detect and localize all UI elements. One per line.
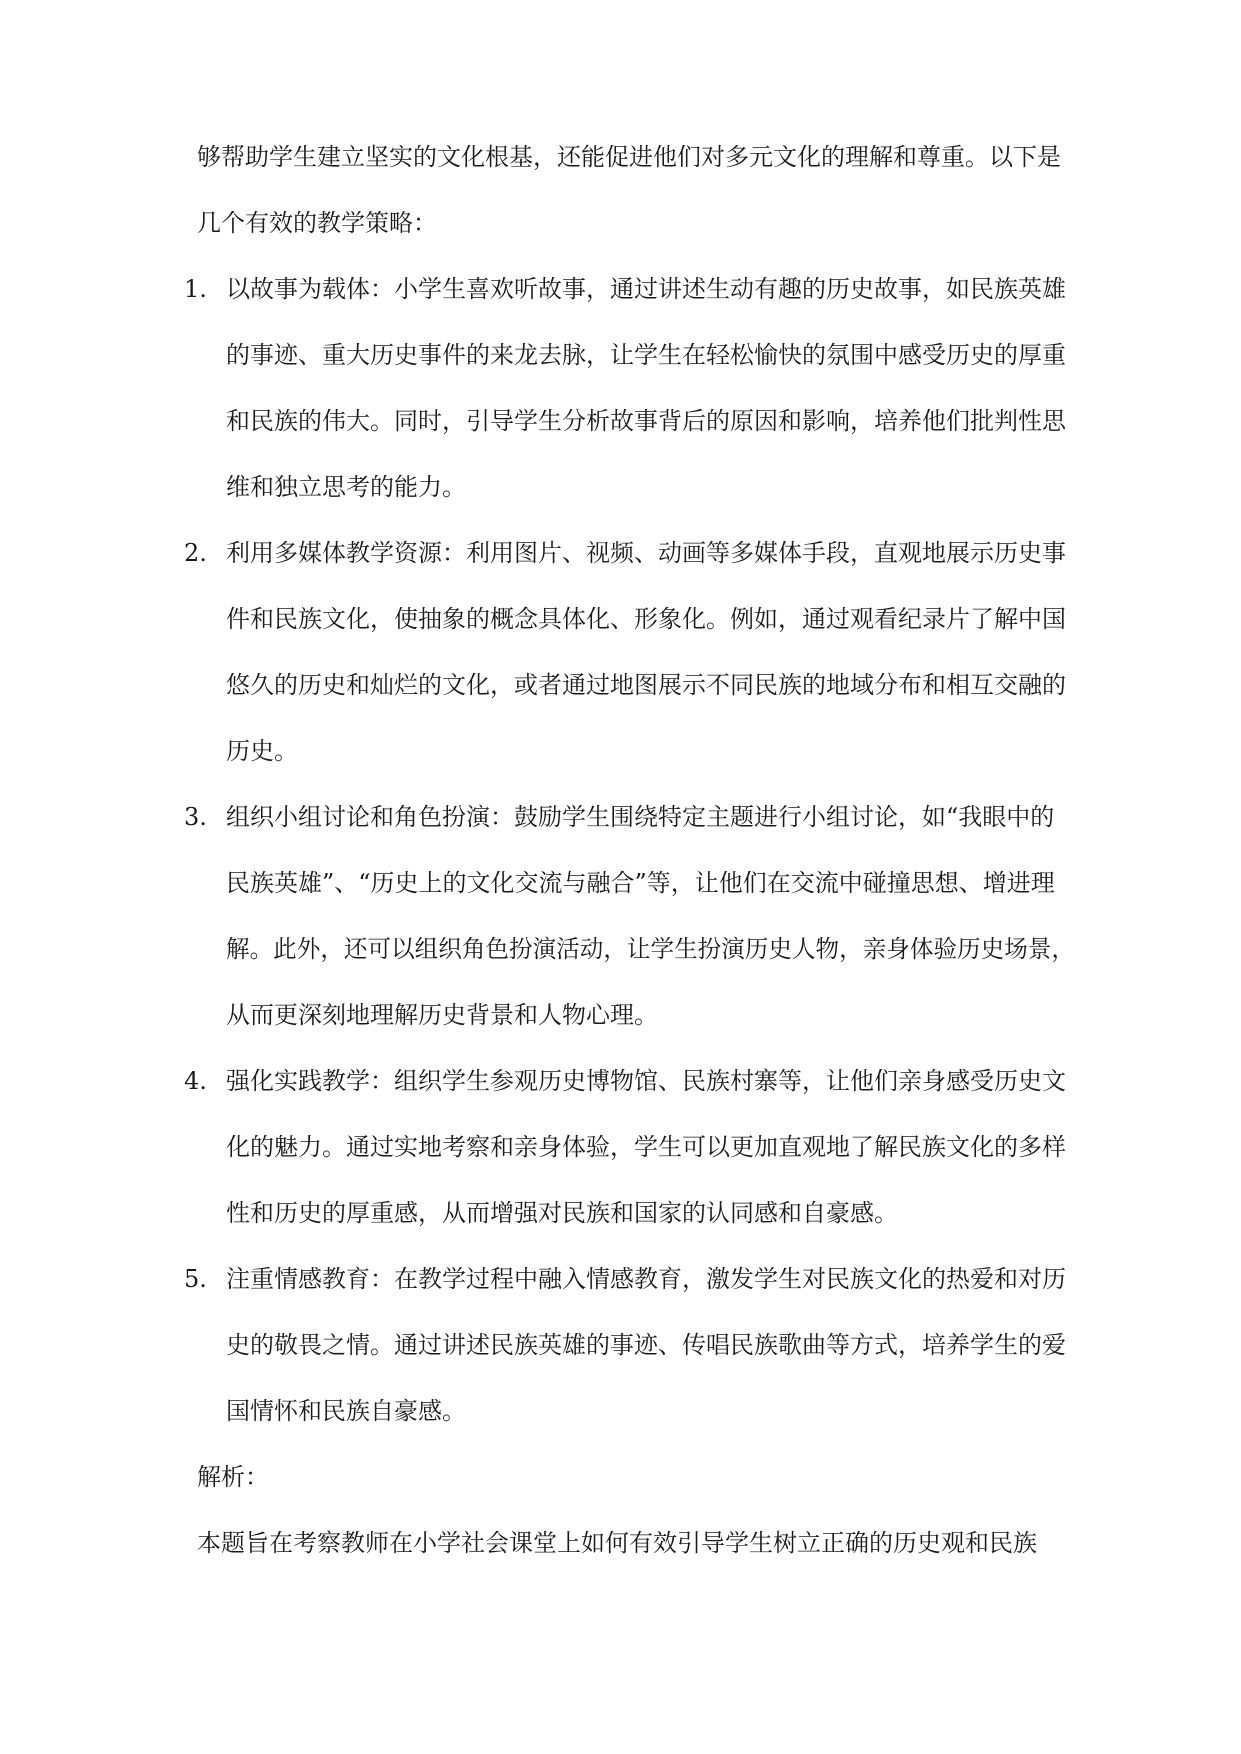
intro-line-1: 够帮助学生建立坚实的文化根基，还能促进他们对多元文化的理解和尊重。以下是 [197, 143, 1061, 171]
list-item-4-line-2: 化的魅力。通过实地考察和亲身体验，学生可以更加直观地了解民族文化的多样 [226, 1133, 1066, 1161]
list-item-5-line-1: 注重情感教育：在教学过程中融入情感教育，激发学生对民族文化的热爱和对历 [226, 1265, 1066, 1293]
list-item-4-line-3: 性和历史的厚重感，从而增强对民族和国家的认同感和自豪感。 [226, 1199, 898, 1227]
list-item-1-line-3: 和民族的伟大。同时，引导学生分析故事背后的原因和影响，培养他们批判性思 [226, 407, 1066, 435]
list-item-number-5: 5. [184, 1265, 207, 1293]
list-item-2-line-1: 利用多媒体教学资源：利用图片、视频、动画等多媒体手段，直观地展示历史事 [226, 539, 1066, 567]
analysis-heading: 解析： [197, 1463, 269, 1491]
list-item-3-line-2: 民族英雄”、“历史上的文化交流与融合”等，让他们在交流中碰撞思想、增进理 [226, 869, 1055, 897]
intro-line-2: 几个有效的教学策略： [197, 209, 437, 237]
list-item-3-line-4: 从而更深刻地理解历史背景和人物心理。 [226, 1001, 658, 1029]
list-item-number-4: 4. [184, 1067, 207, 1095]
list-item-2-line-2: 件和民族文化，使抽象的概念具体化、形象化。例如，通过观看纪录片了解中国 [226, 605, 1066, 633]
list-item-1-line-4: 维和独立思考的能力。 [226, 473, 466, 501]
list-item-number-2: 2. [184, 539, 207, 567]
list-item-number-1: 1. [184, 275, 207, 303]
list-item-5-line-3: 国情怀和民族自豪感。 [226, 1397, 466, 1425]
list-item-5-line-2: 史的敬畏之情。通过讲述民族英雄的事迹、传唱民族歌曲等方式，培养学生的爱 [226, 1331, 1066, 1359]
analysis-line-1: 本题旨在考察教师在小学社会课堂上如何有效引导学生树立正确的历史观和民族 [197, 1529, 1037, 1557]
list-item-4-line-1: 强化实践教学：组织学生参观历史博物馆、民族村寨等，让他们亲身感受历史文 [226, 1067, 1066, 1095]
list-item-1-line-2: 的事迹、重大历史事件的来龙去脉，让学生在轻松愉快的氛围中感受历史的厚重 [226, 341, 1066, 369]
list-item-3-line-3: 解。此外，还可以组织角色扮演活动，让学生扮演历史人物，亲身体验历史场景， [226, 935, 1075, 963]
list-item-2-line-4: 历史。 [226, 737, 298, 765]
list-item-number-3: 3. [184, 803, 207, 831]
list-item-1-line-1: 以故事为载体：小学生喜欢听故事，通过讲述生动有趣的历史故事，如民族英雄 [226, 275, 1066, 303]
list-item-3-line-1: 组织小组讨论和角色扮演：鼓励学生围绕特定主题进行小组讨论，如“我眼中的 [226, 803, 1055, 831]
list-item-2-line-3: 悠久的历史和灿烂的文化，或者通过地图展示不同民族的地域分布和相互交融的 [226, 671, 1066, 699]
